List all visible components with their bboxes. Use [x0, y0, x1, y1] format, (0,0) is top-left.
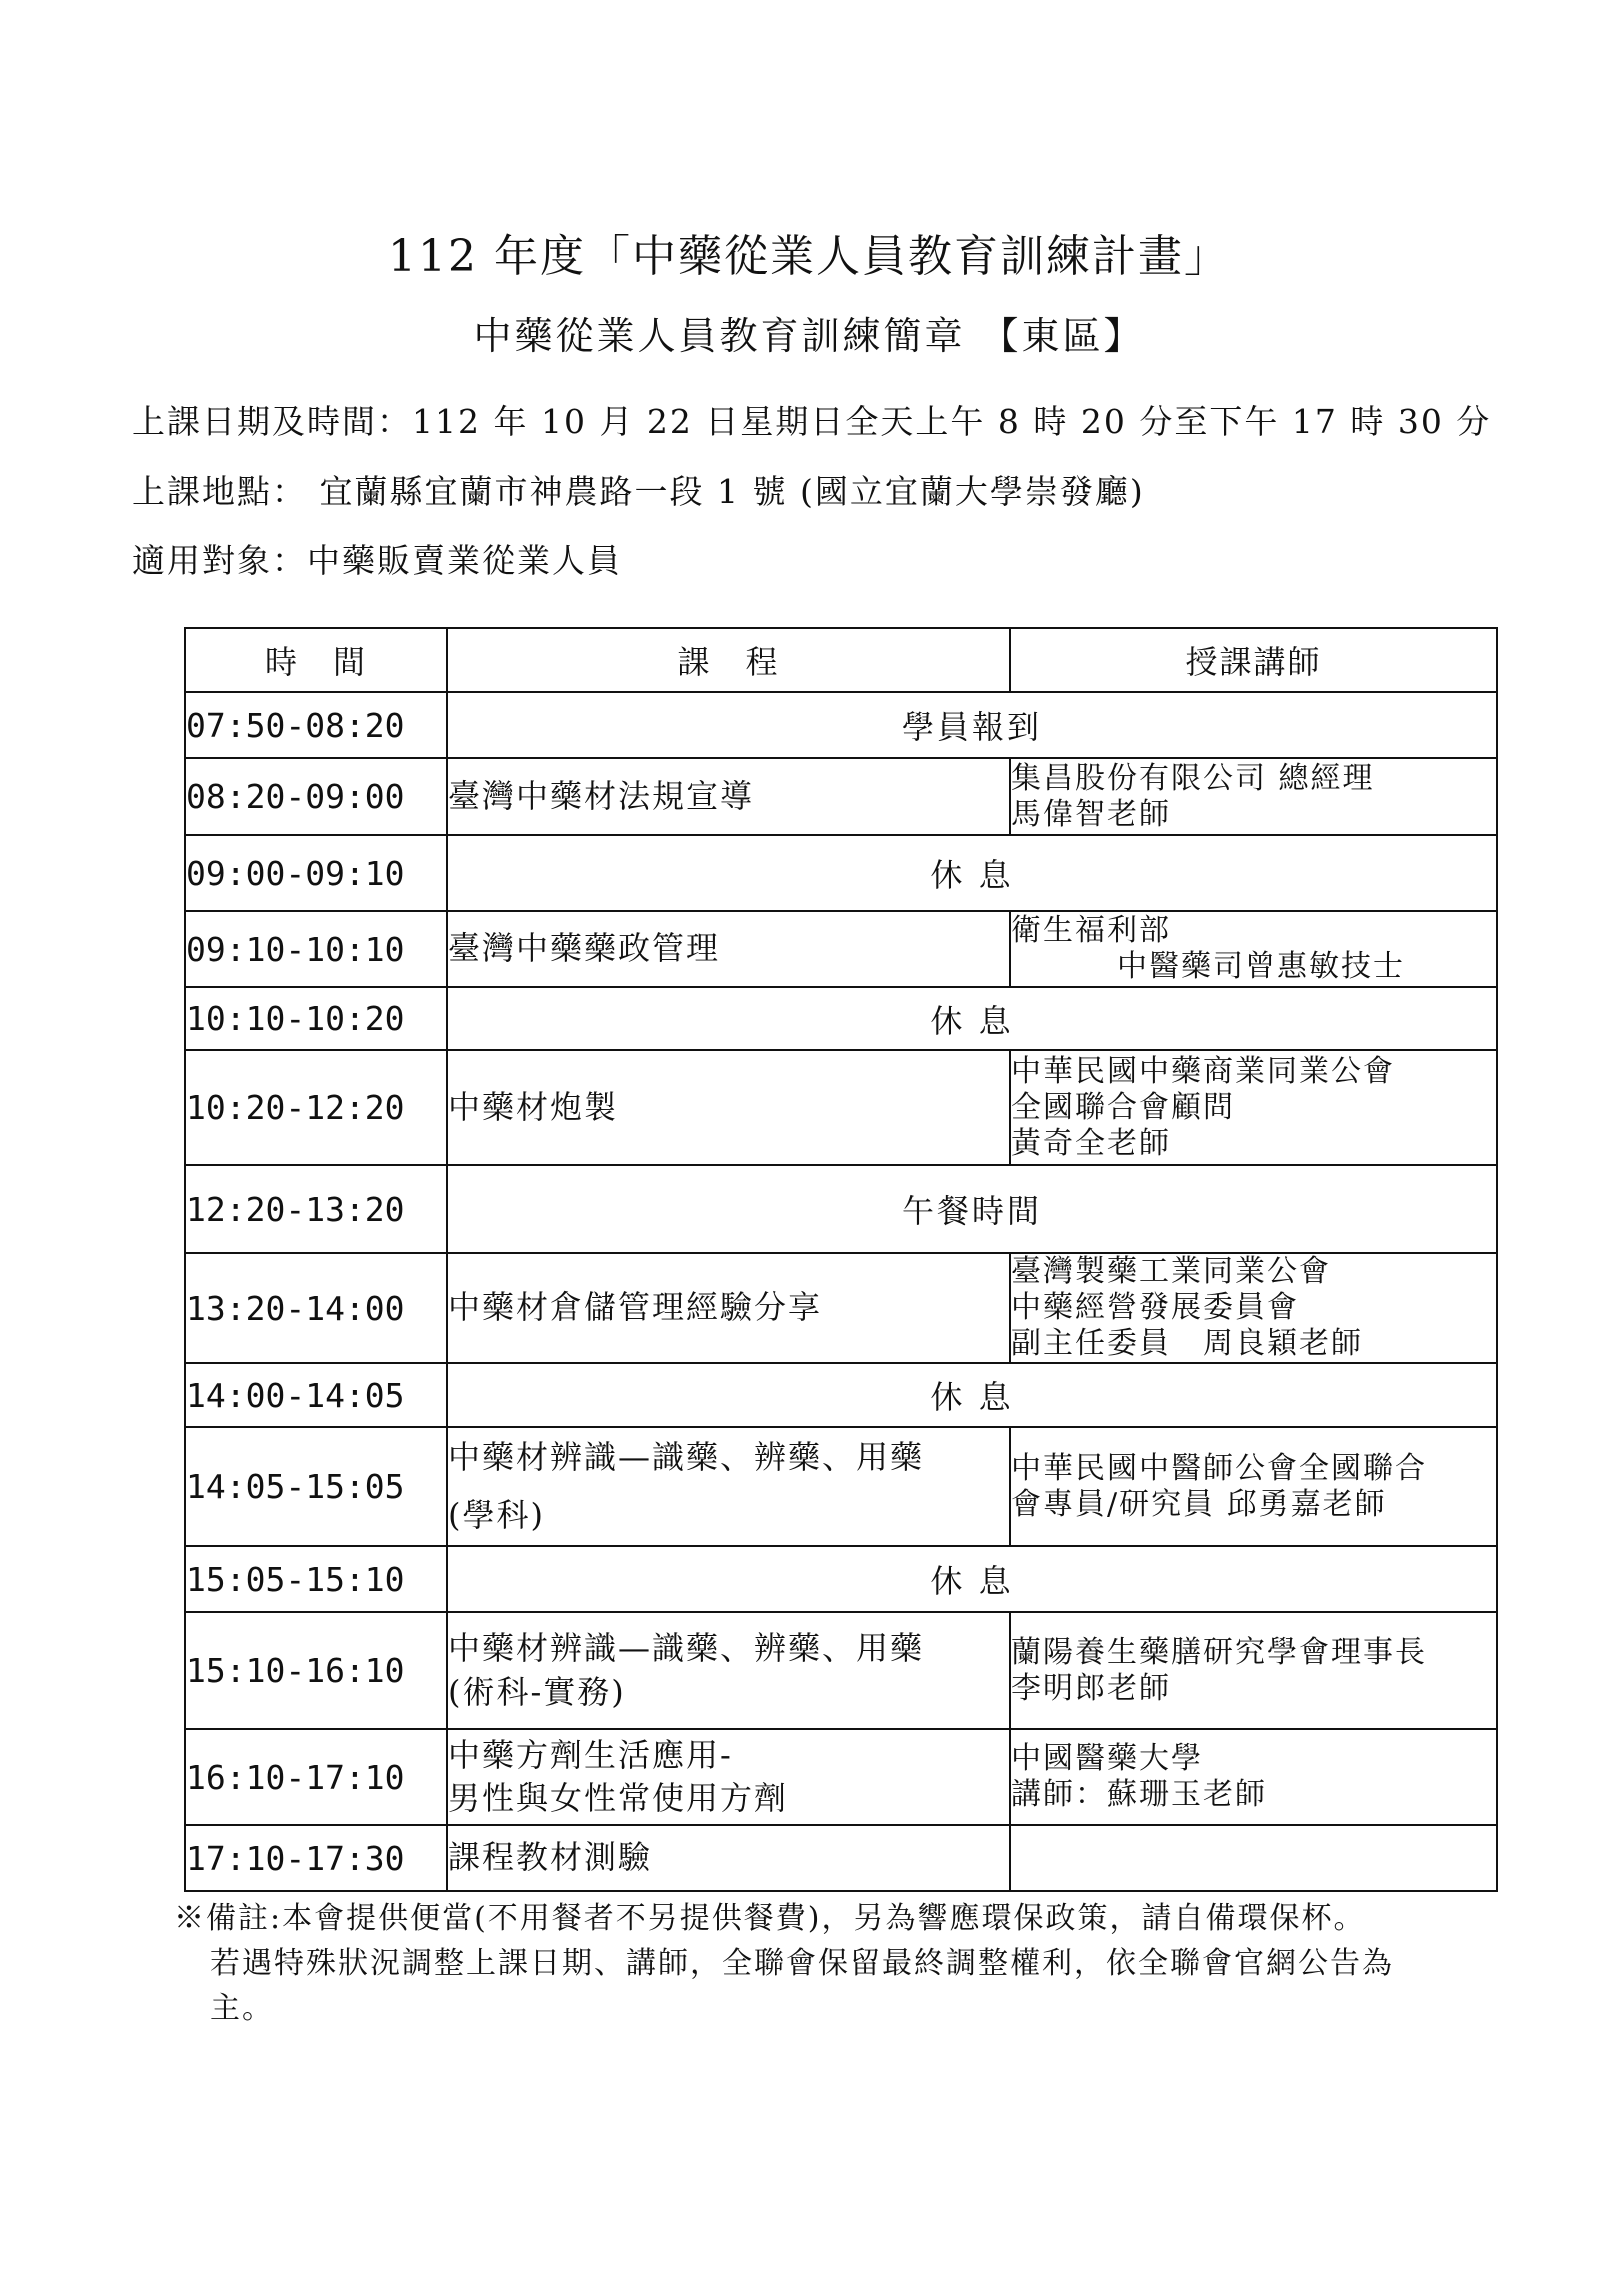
info-date-time: 上課日期及時間：112 年 10 月 22 日星期日全天上午 8 時 20 分至下午 17 時 30 分 [132, 402, 1492, 441]
row-time: 15:05-15:10 [185, 1546, 447, 1612]
course-line: (術科-實務) [448, 1672, 626, 1711]
row-teacher [1010, 1253, 1497, 1363]
page-subtitle: 中藥從業人員教育訓練簡章 【東區】 [473, 314, 1145, 358]
row-time: 13:20-14:00 [185, 1253, 447, 1363]
row-time: 10:10-10:20 [185, 987, 447, 1050]
table-row [185, 835, 1497, 911]
info-audience: 適用對象：中藥販賣業從業人員 [132, 541, 622, 580]
table-row [185, 758, 1497, 835]
note-line-1: ※備註:本會提供便當(不用餐者不另提供餐費)，另為響應環保政策，請自備環保杯。 [174, 1901, 1366, 1936]
note-line-3: 主。 [210, 1991, 274, 2026]
teacher-line: 副主任委員 周良穎老師 [1011, 1326, 1363, 1361]
teacher-line: 蘭陽養生藥膳研究學會理事長 [1011, 1634, 1427, 1670]
page-title: 112 年度「中藥從業人員教育訓練計畫」 [388, 231, 1230, 282]
table-row [185, 911, 1497, 987]
row-teacher [1010, 1729, 1497, 1825]
row-time: 09:00-09:10 [185, 835, 447, 911]
row-course [447, 1427, 1010, 1546]
row-span-label: 學員報到 [447, 692, 1497, 758]
row-time: 07:50-08:20 [185, 692, 447, 758]
table-header-row [185, 628, 1497, 692]
row-time: 15:10-16:10 [185, 1612, 447, 1729]
table-row [185, 1253, 1497, 1363]
course-line: 中藥材辨識—識藥、辨藥、用藥 [448, 1629, 925, 1668]
teacher-line: 黃奇全老師 [1011, 1125, 1171, 1161]
course-line: 中藥材炮製 [448, 1087, 619, 1126]
row-span-label: 休 息 [447, 1363, 1497, 1427]
table-row [185, 1165, 1497, 1253]
table-row [185, 1050, 1497, 1165]
row-time: 08:20-09:00 [185, 758, 447, 835]
row-time: 14:00-14:05 [185, 1363, 447, 1427]
teacher-line: 馬偉智老師 [1011, 796, 1171, 832]
course-line: 臺灣中藥材法規宣導 [448, 776, 755, 815]
row-course [447, 1612, 1010, 1729]
remark-note [174, 1896, 1514, 2031]
row-time: 09:10-10:10 [185, 911, 447, 987]
row-time: 12:20-13:20 [185, 1165, 447, 1253]
course-line: 課程教材測驗 [448, 1838, 653, 1877]
header-teacher: 授課講師 [1010, 628, 1497, 692]
teacher-line: 會專員/研究員 邱勇嘉老師 [1011, 1486, 1387, 1522]
teacher-line: 中華民國中藥商業同業公會 [1011, 1053, 1395, 1089]
course-line: 中藥材辨識—識藥、辨藥、用藥 [448, 1438, 925, 1477]
course-line: (學科) [448, 1495, 545, 1534]
row-span-label: 休 息 [447, 835, 1497, 911]
row-span-label: 午餐時間 [447, 1165, 1497, 1253]
row-teacher [1010, 758, 1497, 835]
course-line: 中藥材倉儲管理經驗分享 [448, 1288, 823, 1327]
row-course [447, 911, 1010, 987]
row-course [447, 758, 1010, 835]
table-row [185, 1363, 1497, 1427]
header-time: 時 間 [185, 628, 447, 692]
table-row [185, 1729, 1497, 1825]
teacher-line: 集昌股份有限公司 總經理 [1011, 760, 1375, 796]
row-span-label: 休 息 [447, 1546, 1497, 1612]
row-course [447, 1253, 1010, 1363]
row-teacher [1010, 1050, 1497, 1165]
teacher-line: 講師：蘇珊玉老師 [1011, 1777, 1267, 1812]
teacher-line: 中藥經營發展委員會 [1011, 1290, 1299, 1325]
course-line: 男性與女性常使用方劑 [448, 1779, 789, 1817]
teacher-line: 臺灣製藥工業同業公會 [1011, 1254, 1331, 1289]
header-course: 課 程 [447, 628, 1010, 692]
teacher-line: 衛生福利部 [1011, 913, 1171, 948]
table-row [185, 1612, 1497, 1729]
teacher-line: 中華民國中醫師公會全國聯合 [1011, 1450, 1427, 1486]
row-course [447, 1825, 1010, 1891]
course-line: 臺灣中藥藥政管理 [448, 929, 721, 968]
table-row [185, 692, 1497, 758]
row-teacher [1010, 1427, 1497, 1546]
row-time: 14:05-15:05 [185, 1427, 447, 1546]
teacher-line: 全國聯合會顧問 [1011, 1089, 1235, 1125]
course-line: 中藥方劑生活應用- [448, 1735, 733, 1774]
row-span-label: 休 息 [447, 987, 1497, 1050]
table-row [185, 987, 1497, 1050]
teacher-line: 中醫藥司曾惠敏技士 [1117, 949, 1405, 984]
table-row [185, 1427, 1497, 1546]
row-time: 16:10-17:10 [185, 1729, 447, 1825]
note-line-2: 若遇特殊狀況調整上課日期、講師，全聯會保留最終調整權利，依全聯會官網公告為 [210, 1946, 1394, 1981]
teacher-line: 中國醫藥大學 [1011, 1741, 1203, 1776]
row-course [447, 1729, 1010, 1825]
row-time: 17:10-17:30 [185, 1825, 447, 1891]
row-teacher [1010, 911, 1497, 987]
teacher-line: 李明郎老師 [1011, 1670, 1171, 1706]
row-time: 10:20-12:20 [185, 1050, 447, 1165]
row-course [447, 1050, 1010, 1165]
table-row [185, 1546, 1497, 1612]
row-teacher-empty [1010, 1825, 1497, 1891]
row-teacher [1010, 1612, 1497, 1729]
info-location: 上課地點： 宜蘭縣宜蘭市神農路一段 1 號 (國立宜蘭大學崇發廳) [132, 472, 1145, 511]
schedule-table [184, 627, 1498, 1892]
table-row [185, 1825, 1497, 1891]
